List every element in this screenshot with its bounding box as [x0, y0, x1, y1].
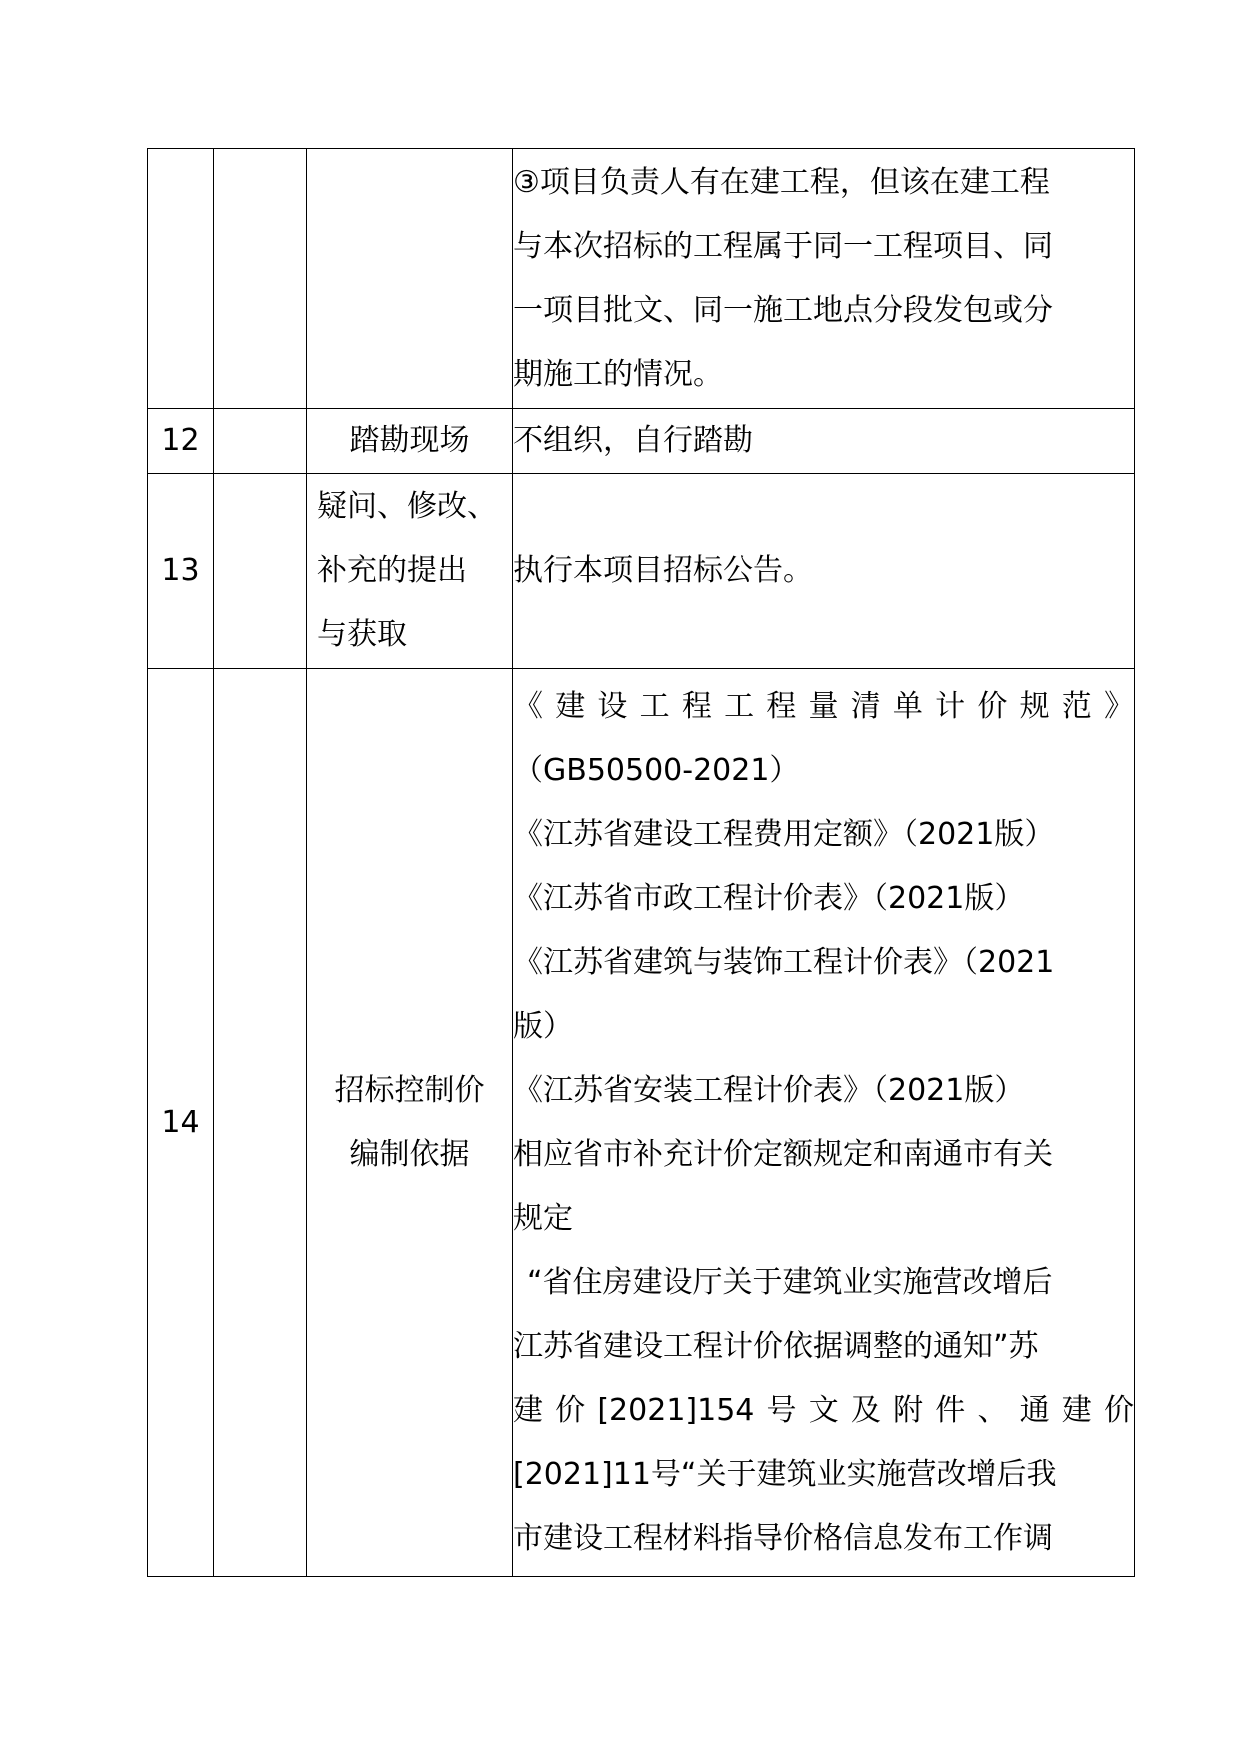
content-line: ③项目负责人有在建工程，但该在建工程	[513, 164, 1050, 200]
content-line: 与本次招标的工程属于同一工程项目、同	[513, 228, 1053, 264]
content-line: 相应省市补充计价定额规定和南通市有关	[513, 1136, 1053, 1172]
content-line: 一项目批文、同一施工地点分段发包或分	[513, 292, 1053, 328]
table-row	[148, 669, 1135, 1577]
content-line: 规定	[513, 1200, 573, 1236]
content-line: 期施工的情况。	[513, 356, 723, 392]
content-line: 《建设工程工程量清单计价规范》	[513, 688, 1134, 724]
table-row	[148, 474, 1135, 669]
blank-cell	[214, 409, 307, 474]
content-line: 江苏省建设工程计价依据调整的通知”苏	[513, 1328, 1039, 1364]
item-line: 补充的提出	[317, 553, 467, 588]
content-line: 《江苏省安装工程计价表》（2021版）	[513, 1072, 1025, 1108]
item-content	[513, 149, 1135, 409]
item-content	[513, 669, 1135, 1577]
requirements-table	[147, 148, 1135, 1577]
item-line: 疑问、修改、	[317, 489, 497, 524]
item-name	[307, 409, 513, 474]
row-number: 12	[148, 409, 214, 474]
content-line: 《江苏省建筑与装饰工程计价表》（2021	[513, 944, 1055, 980]
table-row	[148, 149, 1135, 409]
item-name	[307, 669, 513, 1577]
item-name	[307, 474, 513, 669]
blank-cell	[214, 474, 307, 669]
content-line: [2021]11号“关于建筑业实施营改增后我	[513, 1456, 1057, 1492]
item-name	[307, 149, 513, 409]
content-line: （GB50500-2021）	[513, 752, 800, 788]
item-content	[513, 409, 1135, 474]
row-number	[148, 149, 214, 409]
content-line: 建价[2021]154号文及附件、通建价	[513, 1392, 1134, 1428]
content-line: “省住房建设厅关于建筑业实施营改增后	[527, 1264, 1053, 1300]
row-number: 13	[148, 474, 214, 669]
item-line: 踏勘现场	[349, 423, 470, 458]
blank-cell	[214, 149, 307, 409]
item-line: 招标控制价	[334, 1072, 485, 1108]
item-line: 与获取	[317, 617, 407, 652]
item-line: 编制依据	[349, 1136, 470, 1172]
item-content	[513, 474, 1135, 669]
blank-cell	[214, 669, 307, 1577]
row-number: 14	[148, 669, 214, 1577]
content-line: 《江苏省市政工程计价表》（2021版）	[513, 880, 1025, 916]
table-row	[148, 409, 1135, 474]
content-line: 市建设工程材料指导价格信息发布工作调	[513, 1520, 1053, 1556]
content-line: 不组织，自行踏勘	[513, 423, 753, 458]
content-line: 版）	[513, 1008, 573, 1044]
content-line: 《江苏省建设工程费用定额》（2021版）	[513, 816, 1055, 852]
content-line: 执行本项目招标公告。	[513, 553, 813, 588]
